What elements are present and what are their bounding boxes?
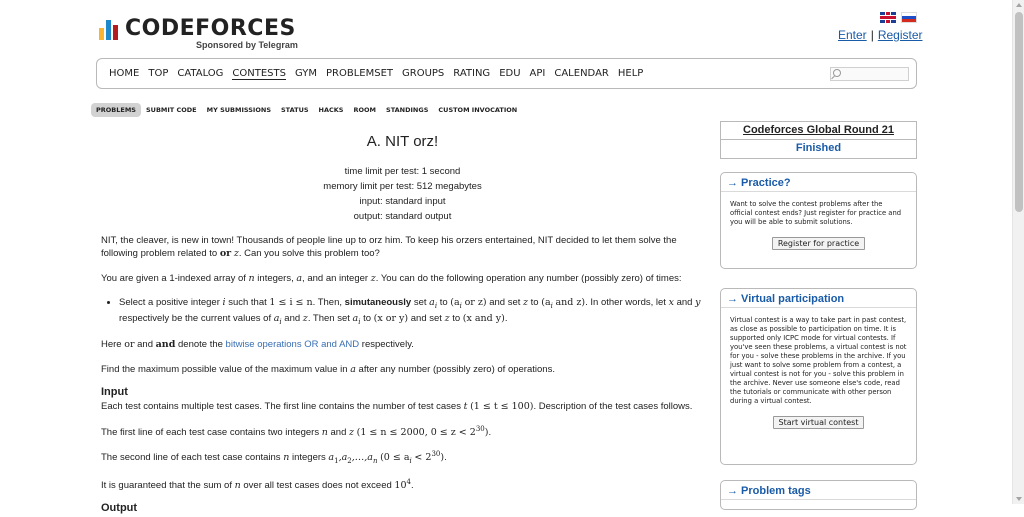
tab-standings[interactable]: STANDINGS — [386, 106, 429, 114]
problem-tags-box — [720, 480, 917, 510]
menu-item-api[interactable]: API — [529, 68, 546, 79]
legend-paragraph-3: Here or and and denote the bitwise operations OR and AND respectively. — [101, 339, 414, 351]
input-paragraph-2: The first line of each test case contains two integers n and z (1 ≤ n ≤ 2000, $0 \le z < 2^{30}$). — [101, 424, 492, 438]
search-input[interactable] — [830, 67, 909, 81]
time-limit: time limit per test: 1 second — [344, 166, 461, 177]
input-section-title: Input — [101, 385, 128, 398]
tab-my-submissions[interactable]: MY SUBMISSIONS — [206, 106, 271, 114]
operation-item: • Select a positive integer i such that 1 ≤ i ≤ n. Then, simutaneously set $a_i$ to ($a_i$ or z) and set z to ($a_i$ and z). In other words, let x and y respectively be the current values of $a_i$ and z. Then set $a_i$ to (x or y) and set z to (x and y). — [119, 296, 704, 327]
menu-item-groups[interactable]: GROUPS — [402, 68, 445, 79]
russian-flag-icon[interactable] — [901, 12, 917, 23]
auth-links — [838, 28, 923, 42]
virtual-title: → Virtual participation — [721, 289, 916, 308]
menu-item-contests[interactable]: CONTESTS — [232, 68, 286, 79]
start-virtual-contest-button[interactable]: Start virtual contest — [773, 416, 865, 429]
menu-item-edu[interactable]: EDU — [499, 68, 521, 79]
menu-item-home[interactable]: HOME — [109, 68, 140, 79]
logo-title: CODEFORCES — [125, 16, 296, 41]
menu-item-calendar[interactable]: CALENDAR — [554, 68, 609, 79]
legend-paragraph-2: You are given a 1-indexed array of n integers, a, and an integer z. You can do the following operation any number (possibly zero) of times: — [101, 272, 682, 284]
input-paragraph-3: The second line of each test case contains n integers $a_1,a_2,\dots,a_n$ $(0 \le a_i < 2^{30})$. — [101, 450, 447, 466]
menu-item-problemset[interactable]: PROBLEMSET — [326, 68, 394, 79]
input-paragraph-4: It is guaranteed that the sum of n over all test cases does not exceed $10^4$. — [101, 477, 414, 491]
register-link[interactable]: Register — [877, 28, 923, 42]
virtual-participation-box — [720, 288, 917, 465]
logo-bars-icon — [99, 18, 120, 40]
auth-separator: | — [870, 28, 874, 42]
search-icon — [833, 69, 841, 77]
menu-item-catalog[interactable]: CATALOG — [177, 68, 224, 79]
legend-paragraph-4: Find the maximum possible value of the maximum value in a after any number (possibly zero) of operations. — [101, 363, 555, 375]
problem-limits — [101, 164, 704, 224]
enter-link[interactable]: Enter — [838, 28, 867, 42]
tab-status[interactable]: STATUS — [281, 106, 309, 114]
virtual-text: Virtual contest is a way to take part in past contest, as close as possible to participation on time. It is supported only ICPC mode for virtual contests. If you've seen these problems, a virtual contest is not for you - solve these problems in the archive. If you just want to solve some problem from a contest, a virtual contest is not for you - solve this problem in the archive. Never use someone else's code, read the tutorials or communicate with other person during a virtual contest. — [730, 316, 907, 405]
page-scrollbar[interactable] — [1012, 0, 1024, 504]
tab-problems[interactable]: PROBLEMS — [91, 103, 141, 117]
menu-item-rating[interactable]: RATING — [453, 68, 491, 79]
legend-paragraph-1: NIT, the cleaver, is new in town! Thousands of people line up to orz him. To keep his orzers entertained, NIT decided to let them solve the following problem related to or z. Can you solve this problem too? — [101, 235, 677, 260]
memory-limit: memory limit per test: 512 megabytes — [323, 181, 482, 192]
problem-tags-title: → Problem tags — [721, 481, 916, 500]
codeforces-logo[interactable] — [99, 17, 296, 50]
tab-custom-invocation[interactable]: CUSTOM INVOCATION — [438, 106, 518, 114]
practice-text: Want to solve the contest problems after the official contest ends? Just register for practice and you will be able to submit solutions. — [730, 200, 902, 226]
practice-box — [720, 172, 917, 269]
scrollbar-thumb[interactable] — [1015, 12, 1023, 212]
menu-item-gym[interactable]: GYM — [295, 68, 317, 79]
main-menu — [96, 58, 917, 89]
scroll-up-icon[interactable] — [1016, 3, 1022, 7]
input-spec: input: standard input — [359, 196, 446, 207]
output-section-title: Output — [101, 502, 138, 515]
english-flag-icon[interactable] — [880, 12, 896, 23]
logo-sponsor: Sponsored by Telegram — [195, 40, 298, 50]
tab-hacks[interactable]: HACKS — [318, 106, 344, 114]
contest-name-link[interactable]: Codeforces Global Round 21 — [743, 124, 894, 136]
contest-submenu — [91, 103, 522, 117]
output-spec: output: standard output — [353, 211, 452, 222]
menu-item-top[interactable]: TOP — [148, 68, 169, 79]
tab-submit-code[interactable]: SUBMIT CODE — [145, 106, 197, 114]
operation-list — [119, 296, 704, 327]
bitwise-operations-link[interactable]: bitwise operations OR and AND — [225, 339, 360, 351]
language-switcher — [880, 12, 917, 23]
contest-info-box — [720, 121, 917, 159]
practice-title: → Practice? — [721, 173, 916, 192]
problem-statement — [101, 130, 704, 517]
problem-title: A. NIT orz! — [366, 133, 439, 150]
input-paragraph-1: Each test contains multiple test cases. The first line contains the number of test cases t (1 ≤ t ≤ 100). Description of the test cases follows. — [101, 401, 693, 413]
contest-status: Finished — [721, 139, 916, 158]
menu-item-help[interactable]: HELP — [617, 68, 644, 79]
tab-room[interactable]: ROOM — [353, 106, 377, 114]
register-practice-button[interactable]: Register for practice — [772, 237, 865, 250]
scroll-down-icon[interactable] — [1016, 497, 1022, 501]
